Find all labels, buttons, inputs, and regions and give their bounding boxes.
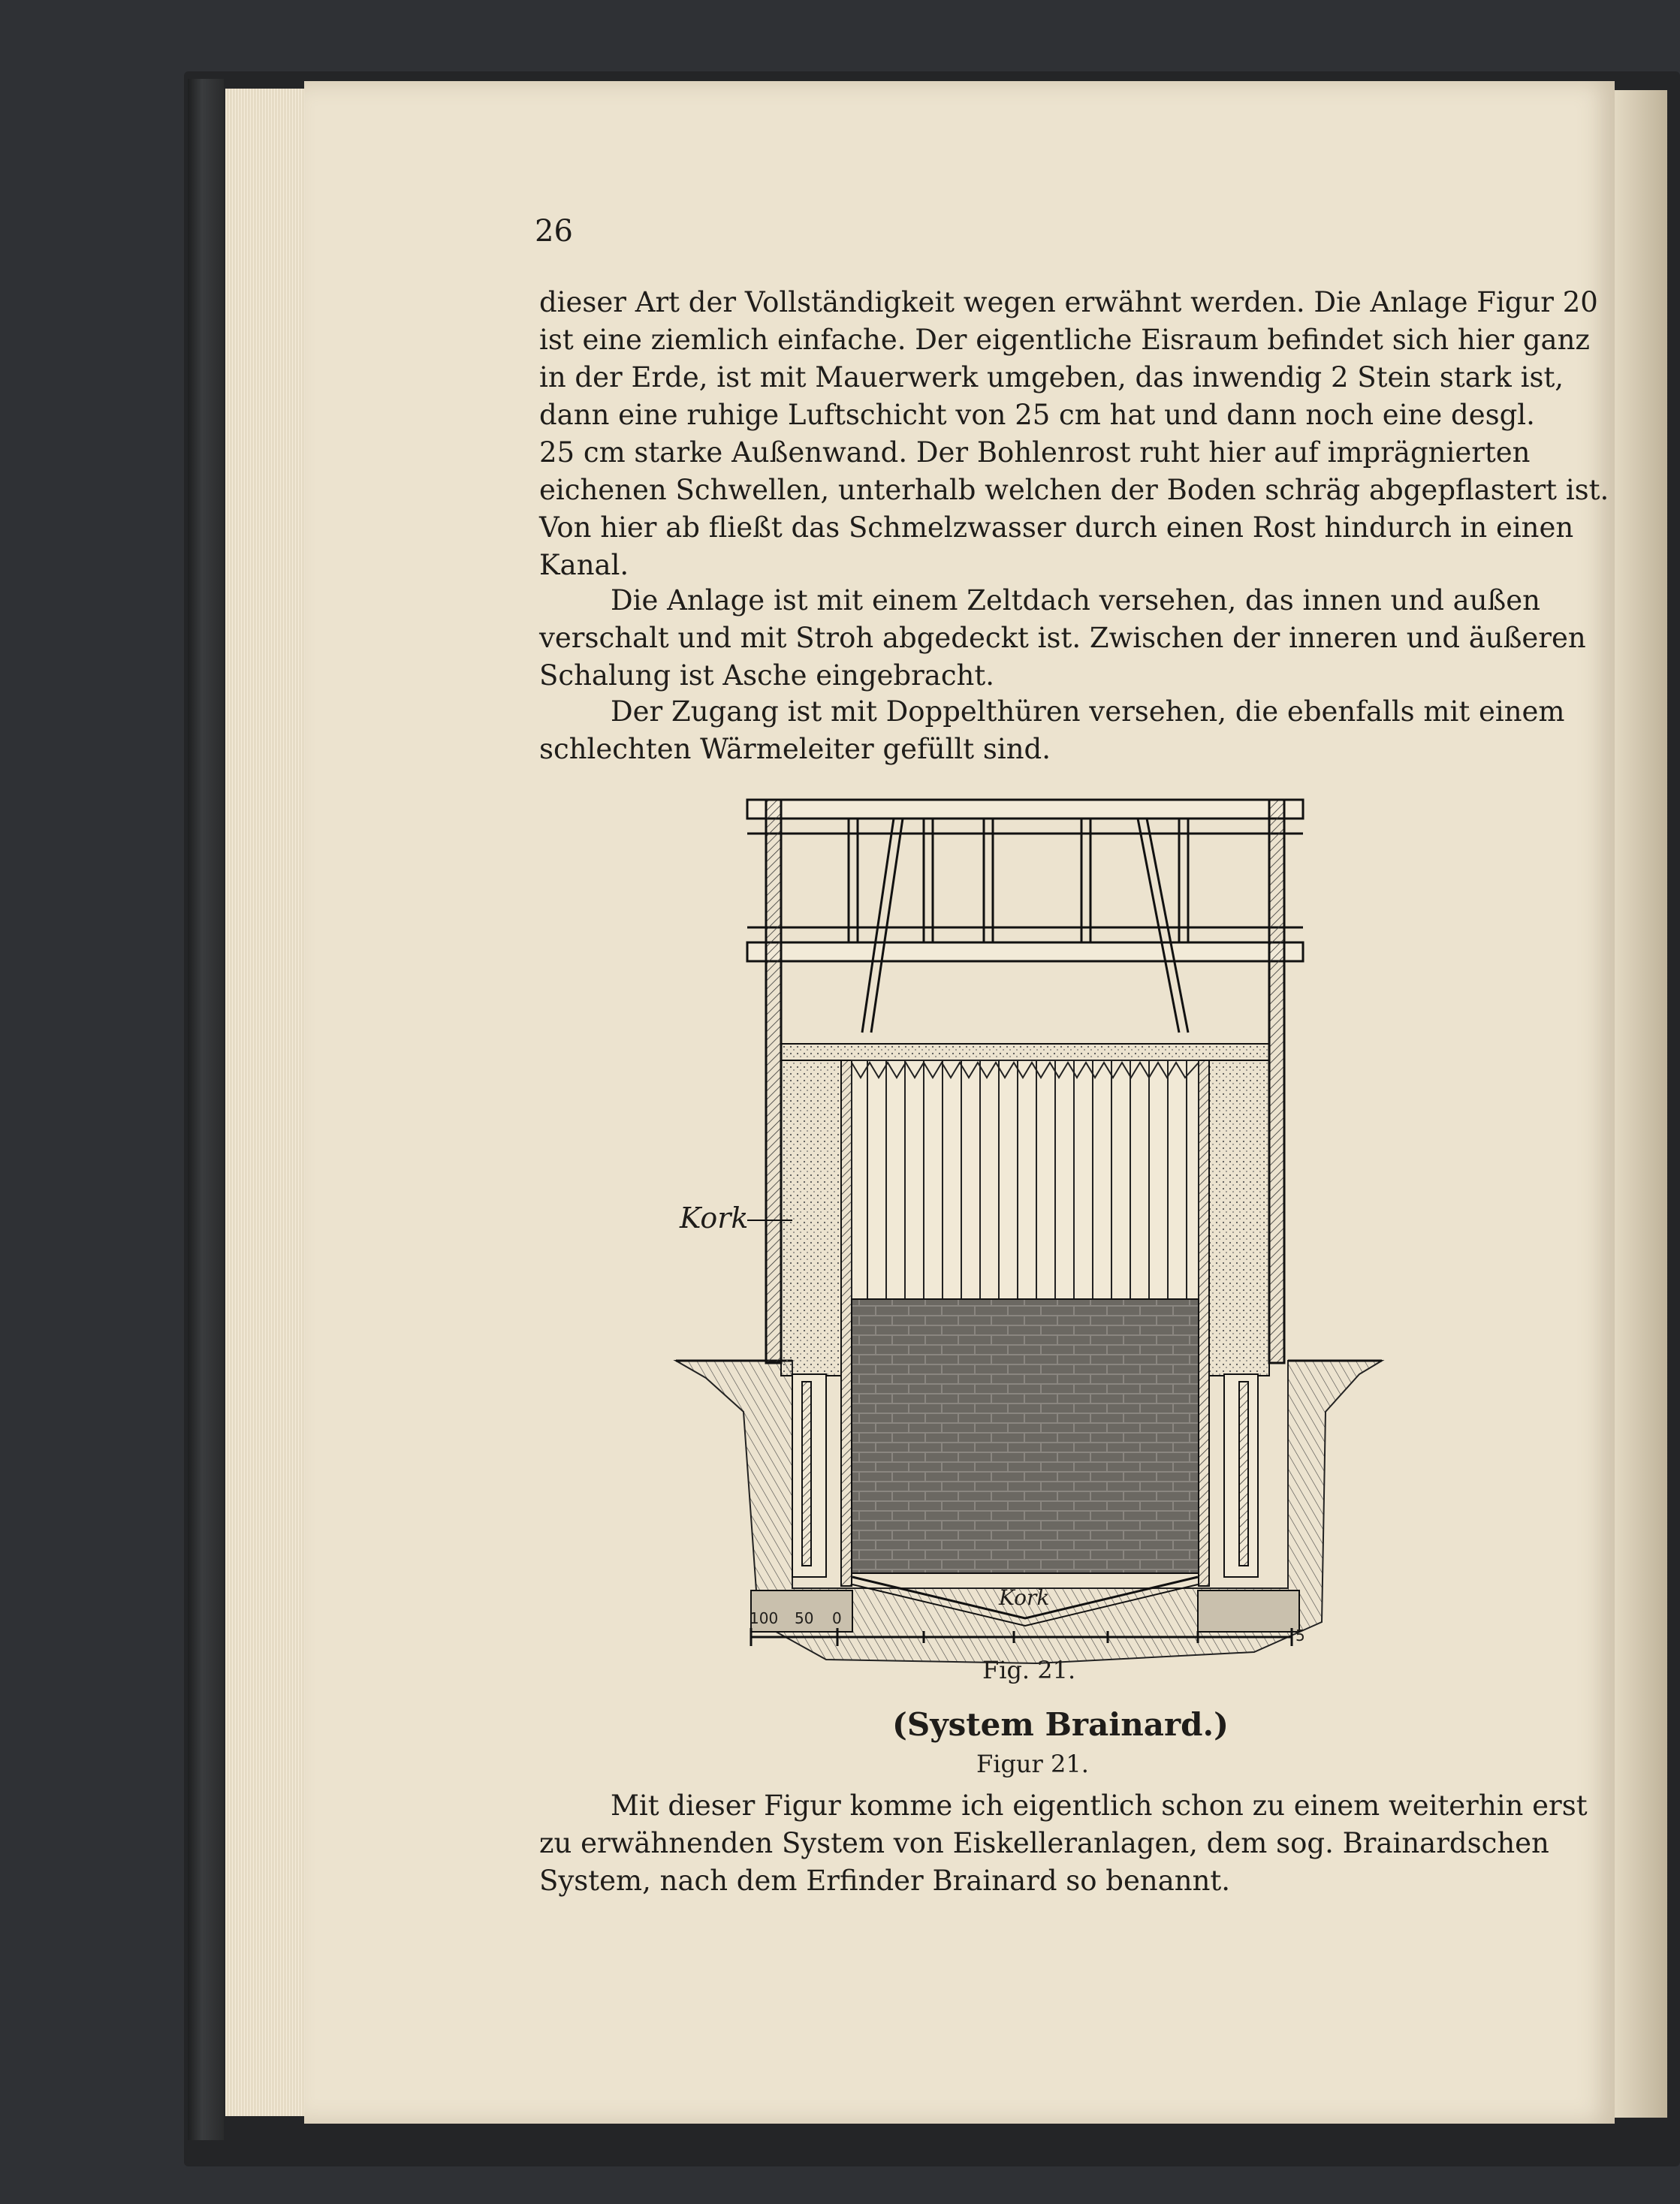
inner-wall-right <box>1199 1060 1209 1586</box>
facing-page-edge <box>1615 90 1667 2118</box>
paragraph-3 <box>539 693 1565 768</box>
text-line: in der Erde, ist mit Mauerwerk umgeben, das inwendig 2 Stein stark ist, <box>539 361 1564 393</box>
text-line: ist eine ziemlich einfache. Der eigentliche Eisraum befindet sich hier ganz <box>539 324 1590 356</box>
section-subtitle: Figur 21. <box>976 1750 1089 1778</box>
label-kork-bottom: Kork <box>999 1585 1050 1610</box>
scale-label-5: 5 <box>1295 1627 1305 1645</box>
text-line: 25 cm starke Außenwand. Der Bohlenrost ruht hier auf imprägnierten <box>539 436 1531 469</box>
text-line: dieser Art der Vollständigkeit wegen erwähnt werden. Die Anlage Figur 20 <box>539 286 1598 318</box>
figure-21-ice-cellar-section <box>661 788 1389 1675</box>
scale-label-100: 100 <box>750 1609 779 1627</box>
figure-caption: Fig. 21. <box>982 1656 1076 1684</box>
ice-block-mass <box>852 1299 1199 1573</box>
text-line: Schalung ist Asche eingebracht. <box>539 659 995 692</box>
text-line: dann eine ruhige Luftschicht von 25 cm hat und dann noch eine desgl. <box>539 399 1535 431</box>
inner-wall-left <box>841 1060 852 1586</box>
text-line: Mit dieser Figur komme ich eigentlich schon zu einem weiterhin erst <box>611 1789 1588 1822</box>
text-line: Der Zugang ist mit Doppelthüren versehen, die ebenfalls mit einem <box>611 695 1565 728</box>
vertical-boards <box>852 1060 1199 1301</box>
scale-label-50: 50 <box>795 1609 814 1627</box>
text-line: Von hier ab fließt das Schmelzwasser durch einen Rost hindurch in einen <box>539 511 1574 544</box>
text-line: verschalt und mit Stroh abgedeckt ist. Zwischen der inneren und äußeren <box>539 622 1586 654</box>
label-kork-left: Kork <box>680 1201 749 1235</box>
foundation-right <box>1198 1590 1299 1632</box>
paragraph-2 <box>539 582 1586 695</box>
page-number: 26 <box>535 214 573 249</box>
scale-label-0: 0 <box>832 1609 842 1627</box>
paragraph-1 <box>539 284 1609 584</box>
text-line: Kanal. <box>539 549 629 581</box>
text-line: eichenen Schwellen, unterhalb welchen der Boden schräg abgepflastert ist. <box>539 474 1609 506</box>
section-title: (System Brainard.) <box>892 1706 1229 1743</box>
text-line: schlechten Wärmeleiter gefüllt sind. <box>539 733 1051 765</box>
text-line: zu erwähnenden System von Eiskelleranlagen, dem sog. Brainardschen <box>539 1827 1549 1859</box>
book-spine <box>188 79 224 2140</box>
text-line: System, nach dem Erfinder Brainard so benannt. <box>539 1865 1231 1897</box>
paragraph-4 <box>539 1787 1588 1900</box>
text-line: Die Anlage ist mit einem Zeltdach versehen, das innen und außen <box>611 584 1540 617</box>
